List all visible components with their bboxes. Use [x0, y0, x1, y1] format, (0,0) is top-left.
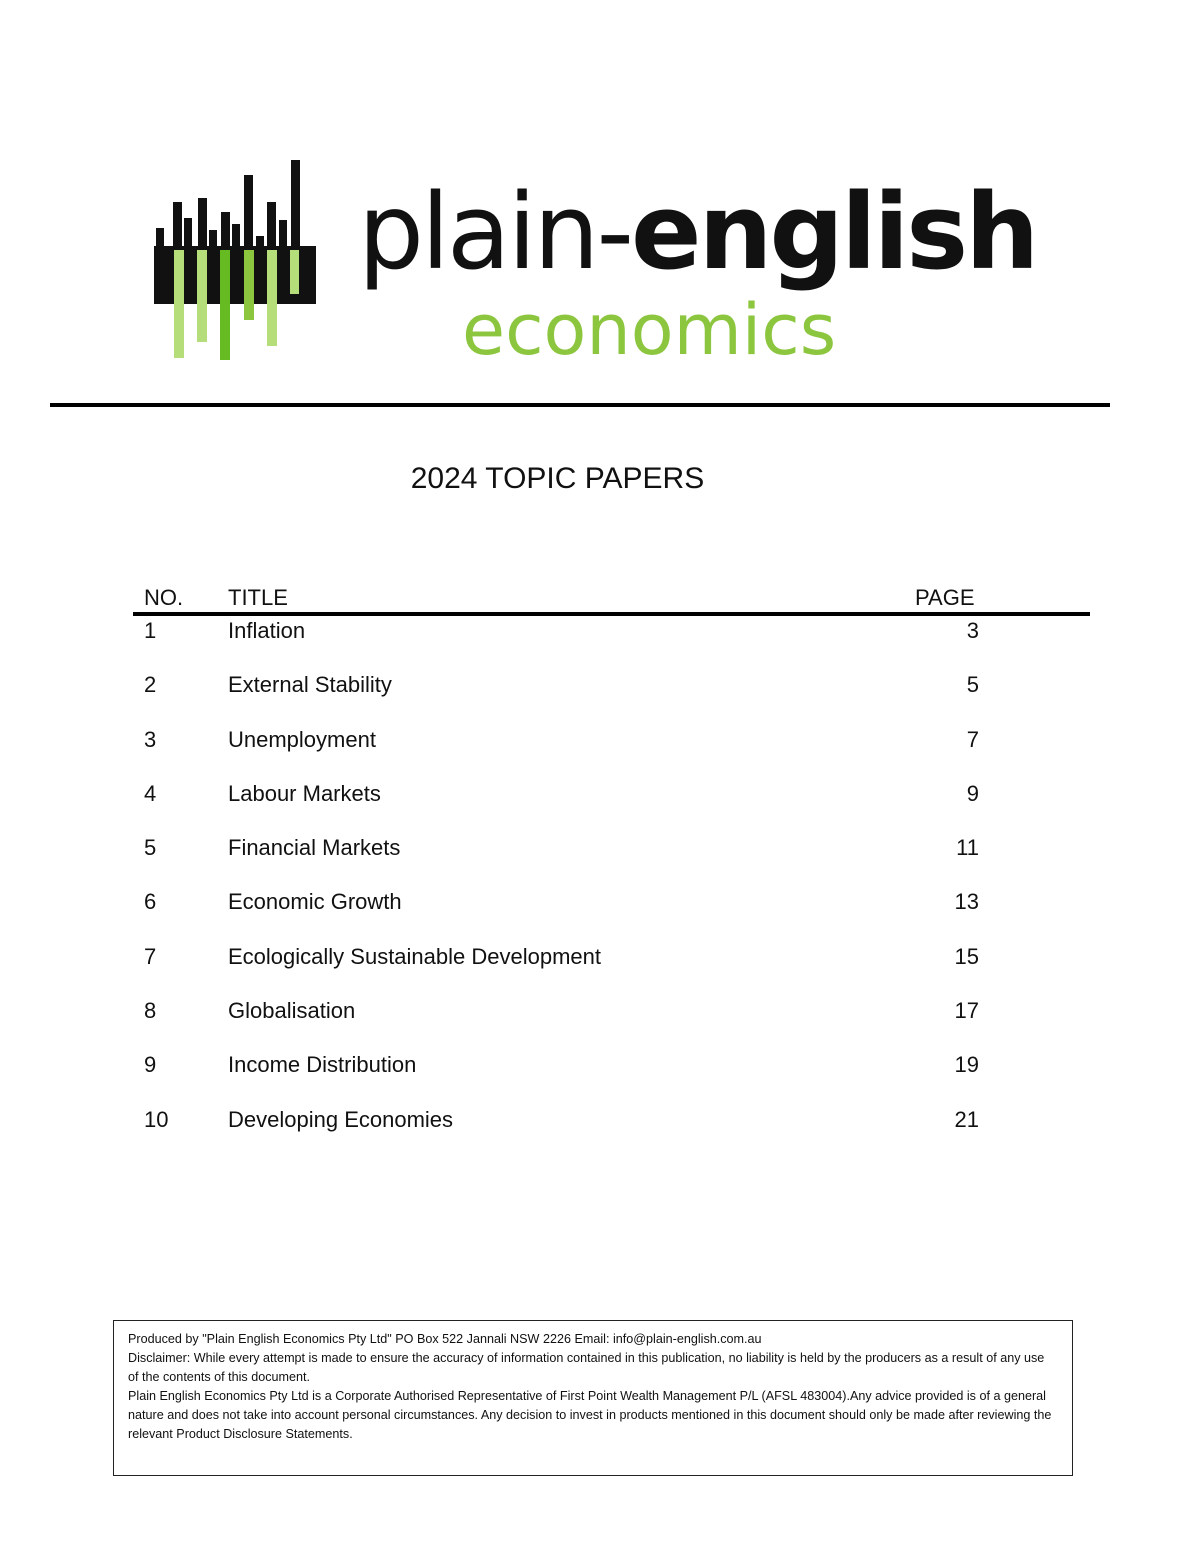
toc-row-title: Financial Markets — [228, 835, 401, 861]
toc-header-page: PAGE — [915, 585, 975, 610]
toc-row-no: 5 — [144, 835, 157, 861]
toc-row-no: 9 — [144, 1052, 157, 1078]
logo-word-english: english — [630, 171, 1037, 293]
toc-row-no: 2 — [144, 672, 157, 698]
toc-row-title: External Stability — [228, 672, 392, 698]
header-divider — [50, 403, 1110, 407]
footer-disclaimer: Disclaimer: While every attempt is made to ensure the accuracy of information contained in this publication, no liability is held by the producers as a result of any use of the contents of this document. — [128, 1351, 1045, 1384]
toc-row — [133, 996, 1090, 1050]
toc-row-title: Unemployment — [228, 726, 376, 752]
toc-row-title: Ecologically Sustainable Development — [228, 943, 601, 969]
toc-row-page: 21 — [954, 1106, 979, 1132]
toc-row — [133, 779, 1090, 833]
toc-row-no: 10 — [144, 1106, 169, 1132]
toc-row-page: 5 — [966, 672, 979, 698]
toc-header-title: TITLE — [228, 585, 288, 610]
toc-row-title: Income Distribution — [228, 1052, 417, 1078]
toc-row — [133, 616, 1090, 670]
toc-row — [133, 1050, 1090, 1104]
logo-word-economics: economics — [462, 289, 837, 371]
toc-row — [133, 1105, 1090, 1159]
toc-row-no: 4 — [144, 780, 157, 806]
toc-row-no: 6 — [144, 889, 157, 915]
toc-row-no: 3 — [144, 726, 157, 752]
toc-row-no: 1 — [144, 618, 157, 643]
toc-header-no: NO. — [144, 585, 184, 610]
table-of-contents — [133, 584, 1090, 1159]
brand-logo — [150, 150, 1037, 371]
toc-row — [133, 725, 1090, 779]
toc-row-page: 9 — [966, 780, 979, 806]
document-title: 2024 TOPIC PAPERS — [410, 462, 705, 495]
toc-row-no: 8 — [144, 998, 157, 1024]
toc-row-title: Developing Economies — [228, 1106, 454, 1132]
barcode-bars-logo-icon — [150, 150, 320, 365]
footer-disclaimer-box — [113, 1320, 1073, 1476]
footer-authorised-representative: Plain English Economics Pty Ltd is a Corporate Authorised Representative of First Point Wealth Management P/L (AFSL 483004).Any advice provided is of a general nature and does not take into account personal circumstances. Any decision to invest in products mentioned in this document should only be made after reviewing the relevant Product Disclosure Statements. — [128, 1389, 1052, 1441]
toc-row-page: 17 — [954, 998, 979, 1024]
toc-row-title: Inflation — [228, 618, 306, 643]
toc-row-page: 15 — [954, 943, 979, 969]
toc-row-page: 13 — [954, 889, 979, 915]
toc-row — [133, 833, 1090, 887]
toc-row-page: 3 — [966, 618, 979, 643]
toc-row-title: Labour Markets — [228, 780, 381, 806]
footer-produced-by: Produced by "Plain English Economics Pty Ltd" PO Box 522 Jannali NSW 2226 Email: info@plain-english.com.au — [128, 1332, 762, 1346]
toc-row — [133, 887, 1090, 941]
logo-word-plain: plain- — [358, 171, 631, 293]
toc-row-page: 11 — [956, 835, 979, 861]
toc-row-title: Economic Growth — [228, 889, 402, 915]
toc-row — [133, 670, 1090, 724]
toc-header-row — [133, 584, 1090, 616]
logo-wordmark-plain-english — [358, 172, 1036, 292]
toc-row — [133, 942, 1090, 996]
toc-row-title: Globalisation — [228, 998, 356, 1024]
toc-row-page: 7 — [966, 726, 979, 752]
toc-row-no: 7 — [144, 943, 157, 969]
toc-row-page: 19 — [954, 1052, 979, 1078]
